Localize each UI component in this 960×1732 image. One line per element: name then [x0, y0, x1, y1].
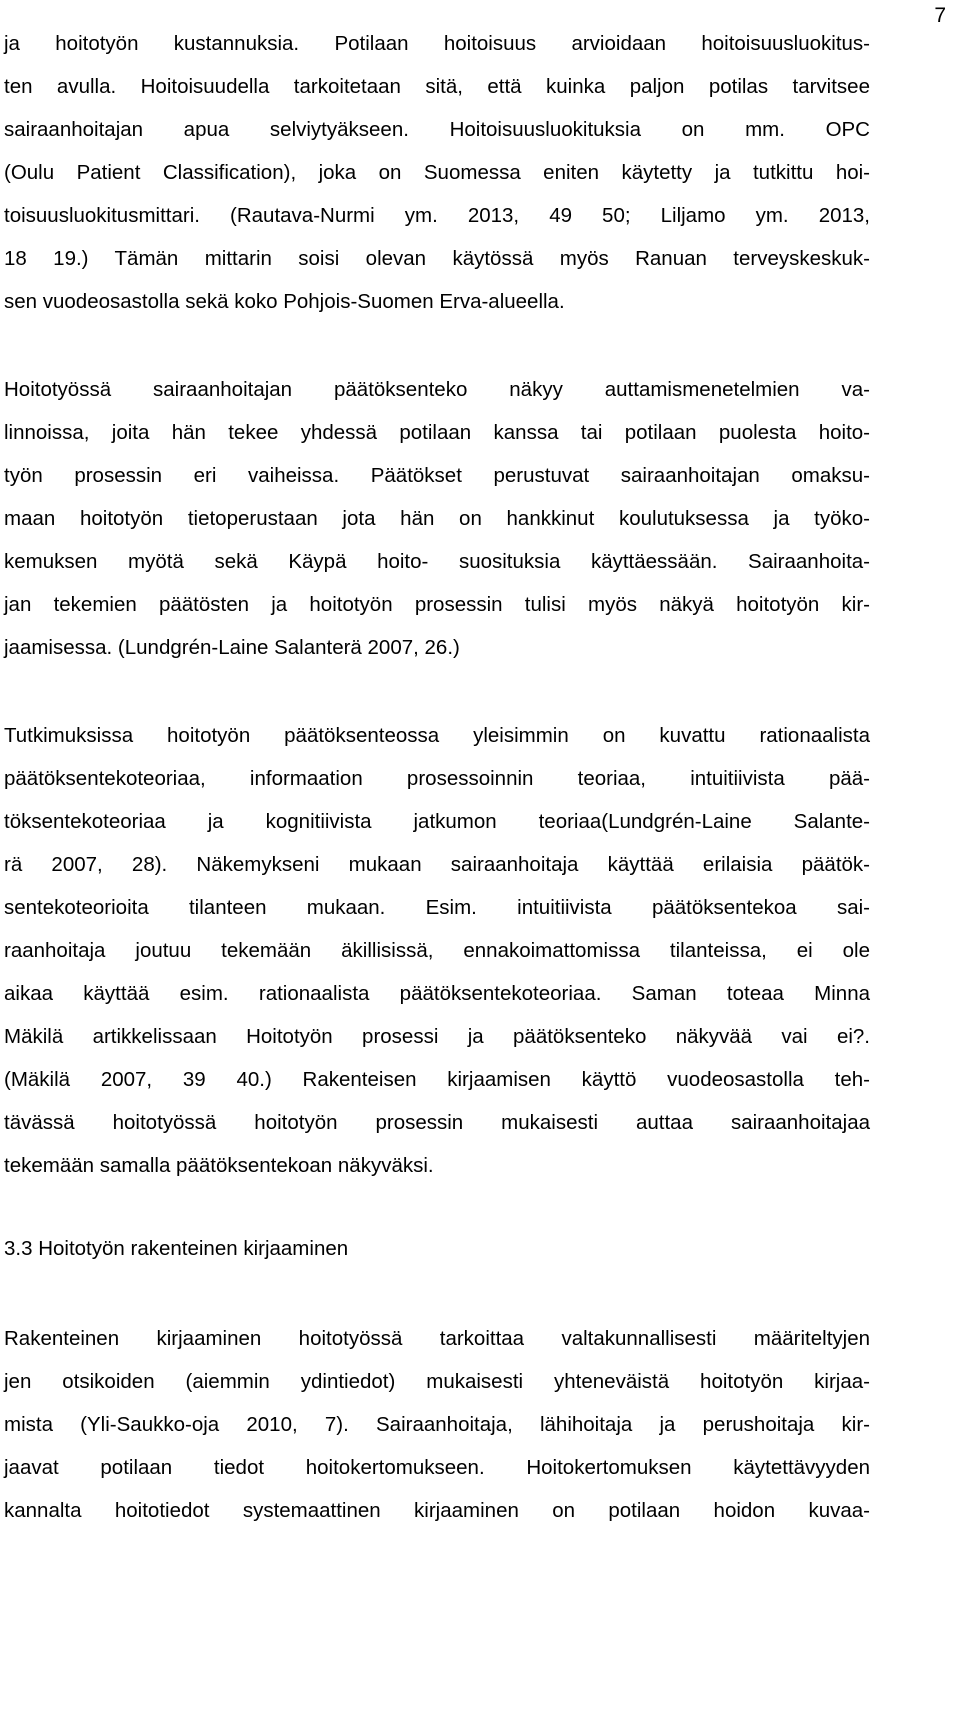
text-line: 18 19.) Tämän mittarin soisi olevan käytössä myös Ranuan terveyskeskuk- — [4, 247, 870, 270]
page-number: 7 — [934, 4, 946, 27]
text-line: rä 2007, 28). Näkemykseni mukaan sairaanhoitaja käyttää erilaisia päätök- — [4, 853, 870, 876]
text-line: päätöksentekoteoriaa, informaation prosessoinnin teoriaa, intuitiivista pää- — [4, 767, 870, 790]
text-line: linnoissa, joita hän tekee yhdessä potilaan kanssa tai potilaan puolesta hoito- — [4, 421, 870, 444]
text-line: jaavat potilaan tiedot hoitokertomukseen. Hoitokertomuksen käytettävyyden — [4, 1456, 870, 1479]
text-line: (Mäkilä 2007, 39 40.) Rakenteisen kirjaamisen käyttö vuodeosastolla teh- — [4, 1068, 870, 1091]
text-line: työn prosessin eri vaiheissa. Päätökset perustuvat sairaanhoitajan omaksu- — [4, 464, 870, 487]
text-line: raanhoitaja joutuu tekemään äkillisissä, ennakoimattomissa tilanteissa, ei ole — [4, 939, 870, 962]
text-line: jen otsikoiden (aiemmin ydintiedot) mukaisesti yhteneväistä hoitotyön kirjaa- — [4, 1370, 870, 1393]
text-line: (Oulu Patient Classification), joka on Suomessa eniten käytetty ja tutkittu hoi- — [4, 161, 870, 184]
text-line: Rakenteinen kirjaaminen hoitotyössä tarkoittaa valtakunnallisesti määriteltyjen — [4, 1327, 870, 1350]
text-line: jaamisessa. (Lundgrén-Laine Salanterä 2007, 26.) — [4, 636, 460, 659]
text-line: ten avulla. Hoitoisuudella tarkoitetaan sitä, että kuinka paljon potilas tarvitsee — [4, 75, 870, 98]
text-line: sairaanhoitajan apua selviytyäkseen. Hoitoisuusluokituksia on mm. OPC — [4, 118, 870, 141]
text-line: kannalta hoitotiedot systemaattinen kirjaaminen on potilaan hoidon kuvaa- — [4, 1499, 870, 1522]
text-line: aikaa käyttää esim. rationaalista päätöksentekoteoriaa. Saman toteaa Minna — [4, 982, 870, 1005]
text-line: maan hoitotyön tietoperustaan jota hän on hankkinut koulutuksessa ja työko- — [4, 507, 870, 530]
text-line: jan tekemien päätösten ja hoitotyön prosessin tulisi myös näkyä hoitotyön kir- — [4, 593, 870, 616]
text-line: toisuusluokitusmittari. (Rautava-Nurmi ym. 2013, 49 50; Liljamo ym. 2013, — [4, 204, 870, 227]
text-line: ja hoitotyön kustannuksia. Potilaan hoitoisuus arvioidaan hoitoisuusluokitus- — [4, 32, 870, 55]
text-line: Tutkimuksissa hoitotyön päätöksenteossa yleisimmin on kuvattu rationaalista — [4, 724, 870, 747]
text-line: kemuksen myötä sekä Käypä hoito- suosituksia käyttäessään. Sairaanhoita- — [4, 550, 870, 573]
text-line: Mäkilä artikkelissaan Hoitotyön prosessi ja päätöksenteko näkyvää vai ei?. — [4, 1025, 870, 1048]
text-line: sen vuodeosastolla sekä koko Pohjois-Suomen Erva-alueella. — [4, 290, 565, 313]
text-line: mista (Yli-Saukko-oja 2010, 7). Sairaanhoitaja, lähihoitaja ja perushoitaja kir- — [4, 1413, 870, 1436]
text-line: tekemään samalla päätöksentekoan näkyväksi. — [4, 1154, 434, 1177]
text-line: sentekoteorioita tilanteen mukaan. Esim. intuitiivista päätöksentekoa sai- — [4, 896, 870, 919]
text-line: töksentekoteoriaa ja kognitiivista jatkumon teoriaa(Lundgrén-Laine Salante- — [4, 810, 870, 833]
text-line: Hoitotyössä sairaanhoitajan päätöksenteko näkyy auttamismenetelmien va- — [4, 378, 870, 401]
text-line: tävässä hoitotyössä hoitotyön prosessin mukaisesti auttaa sairaanhoitajaa — [4, 1111, 870, 1134]
section-heading: 3.3 Hoitotyön rakenteinen kirjaaminen — [4, 1237, 349, 1260]
